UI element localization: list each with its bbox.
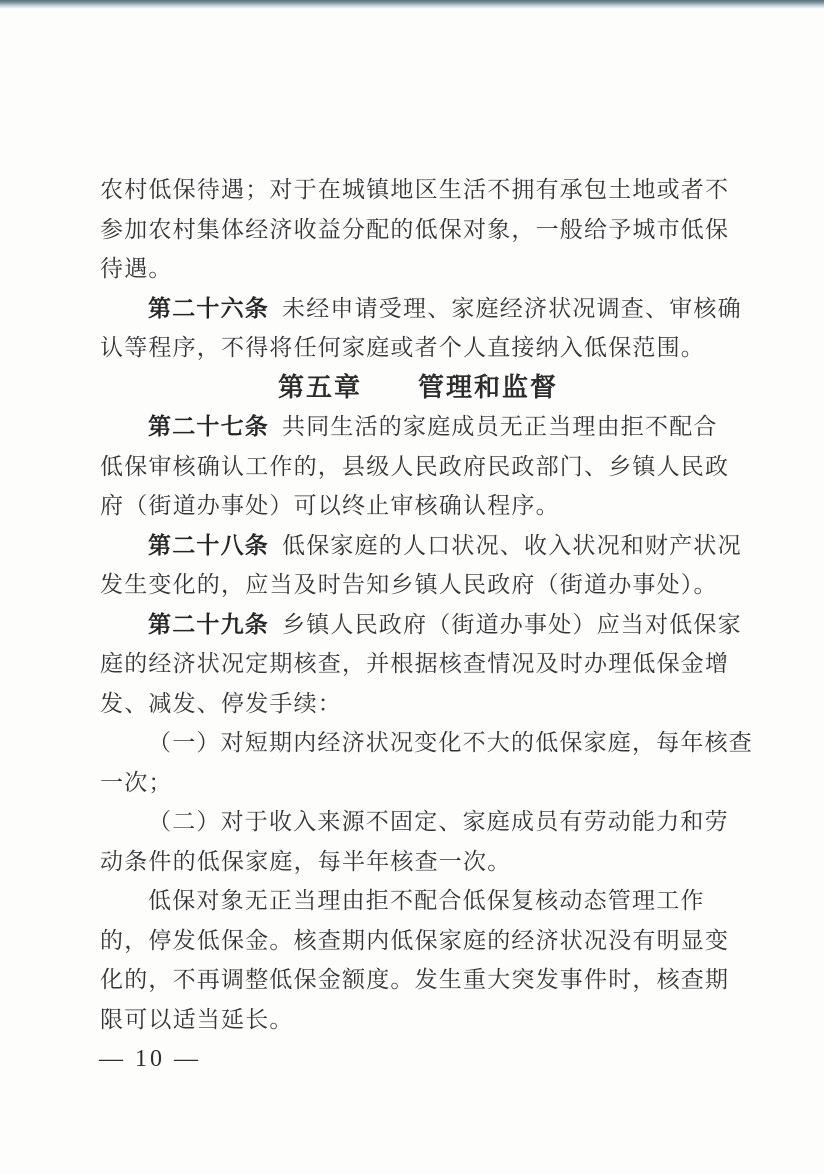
chapter-heading: 第五章 管理和监督 (277, 371, 558, 402)
scan-edge-artifact (0, 0, 824, 9)
page-number: — 10 — (99, 1046, 201, 1072)
text-line (100, 526, 742, 566)
text-line (100, 605, 742, 645)
text-line: 庭的经济状况定期核查，并根据核查情况及时办理低保金增 (100, 651, 730, 676)
article-number: 第二十八条 (148, 532, 269, 558)
article-number: 第二十七条 (148, 414, 269, 439)
text-line: 的，停发低保金。核查期内低保家庭的经济状况没有明显变 (100, 927, 730, 953)
text-line: 化的，不再调整低保金额度。发生重大突发事件时，核查期 (100, 967, 730, 992)
text-line (100, 289, 742, 329)
line-text: 未经申请受理、家庭经济状况调查、审核确 (282, 295, 742, 321)
text-line: 限可以适当延长。 (100, 1006, 294, 1032)
text-line: 待遇。 (100, 256, 173, 281)
article-number: 第二十九条 (148, 611, 269, 637)
text-line: 低保对象无正当理由拒不配合低保复核动态管理工作 (148, 888, 705, 913)
document-body (100, 170, 753, 1039)
text-line: 参加农村集体经济收益分配的低保对象，一般给予城市低保 (100, 216, 730, 242)
text-line: 发生变化的，应当及时告知乡镇人民政府（街道办事处）。 (100, 572, 718, 597)
text-line: 认等程序，不得将任何家庭或者个人直接纳入低保范围。 (100, 335, 705, 360)
text-line: （一）对短期内经济状况变化不大的低保家庭，每年核查 (148, 730, 753, 755)
text-line: 动条件的低保家庭，每半年核查一次。 (100, 848, 512, 874)
line-text: 低保家庭的人口状况、收入状况和财产状况 (282, 532, 742, 558)
text-line: 一次； (100, 769, 173, 795)
text-line: 府（街道办事处）可以终止审核确认程序。 (100, 493, 560, 518)
text-line (100, 407, 736, 447)
line-text: 共同生活的家庭成员无正当理由拒不配合 (282, 414, 718, 439)
text-line: 低保审核确认工作的，县级人民政府民政部门、乡镇人民政 (100, 453, 730, 479)
text-line: 农村低保待遇；对于在城镇地区生活不拥有承包土地或者不 (100, 177, 730, 202)
text-line: （二）对于收入来源不固定、家庭成员有劳动能力和劳 (148, 809, 729, 834)
article-number: 第二十六条 (148, 295, 269, 321)
line-text: 乡镇人民政府（街道办事处）应当对低保家 (282, 611, 742, 637)
text-line: 发、减发、停发手续： (100, 690, 342, 716)
